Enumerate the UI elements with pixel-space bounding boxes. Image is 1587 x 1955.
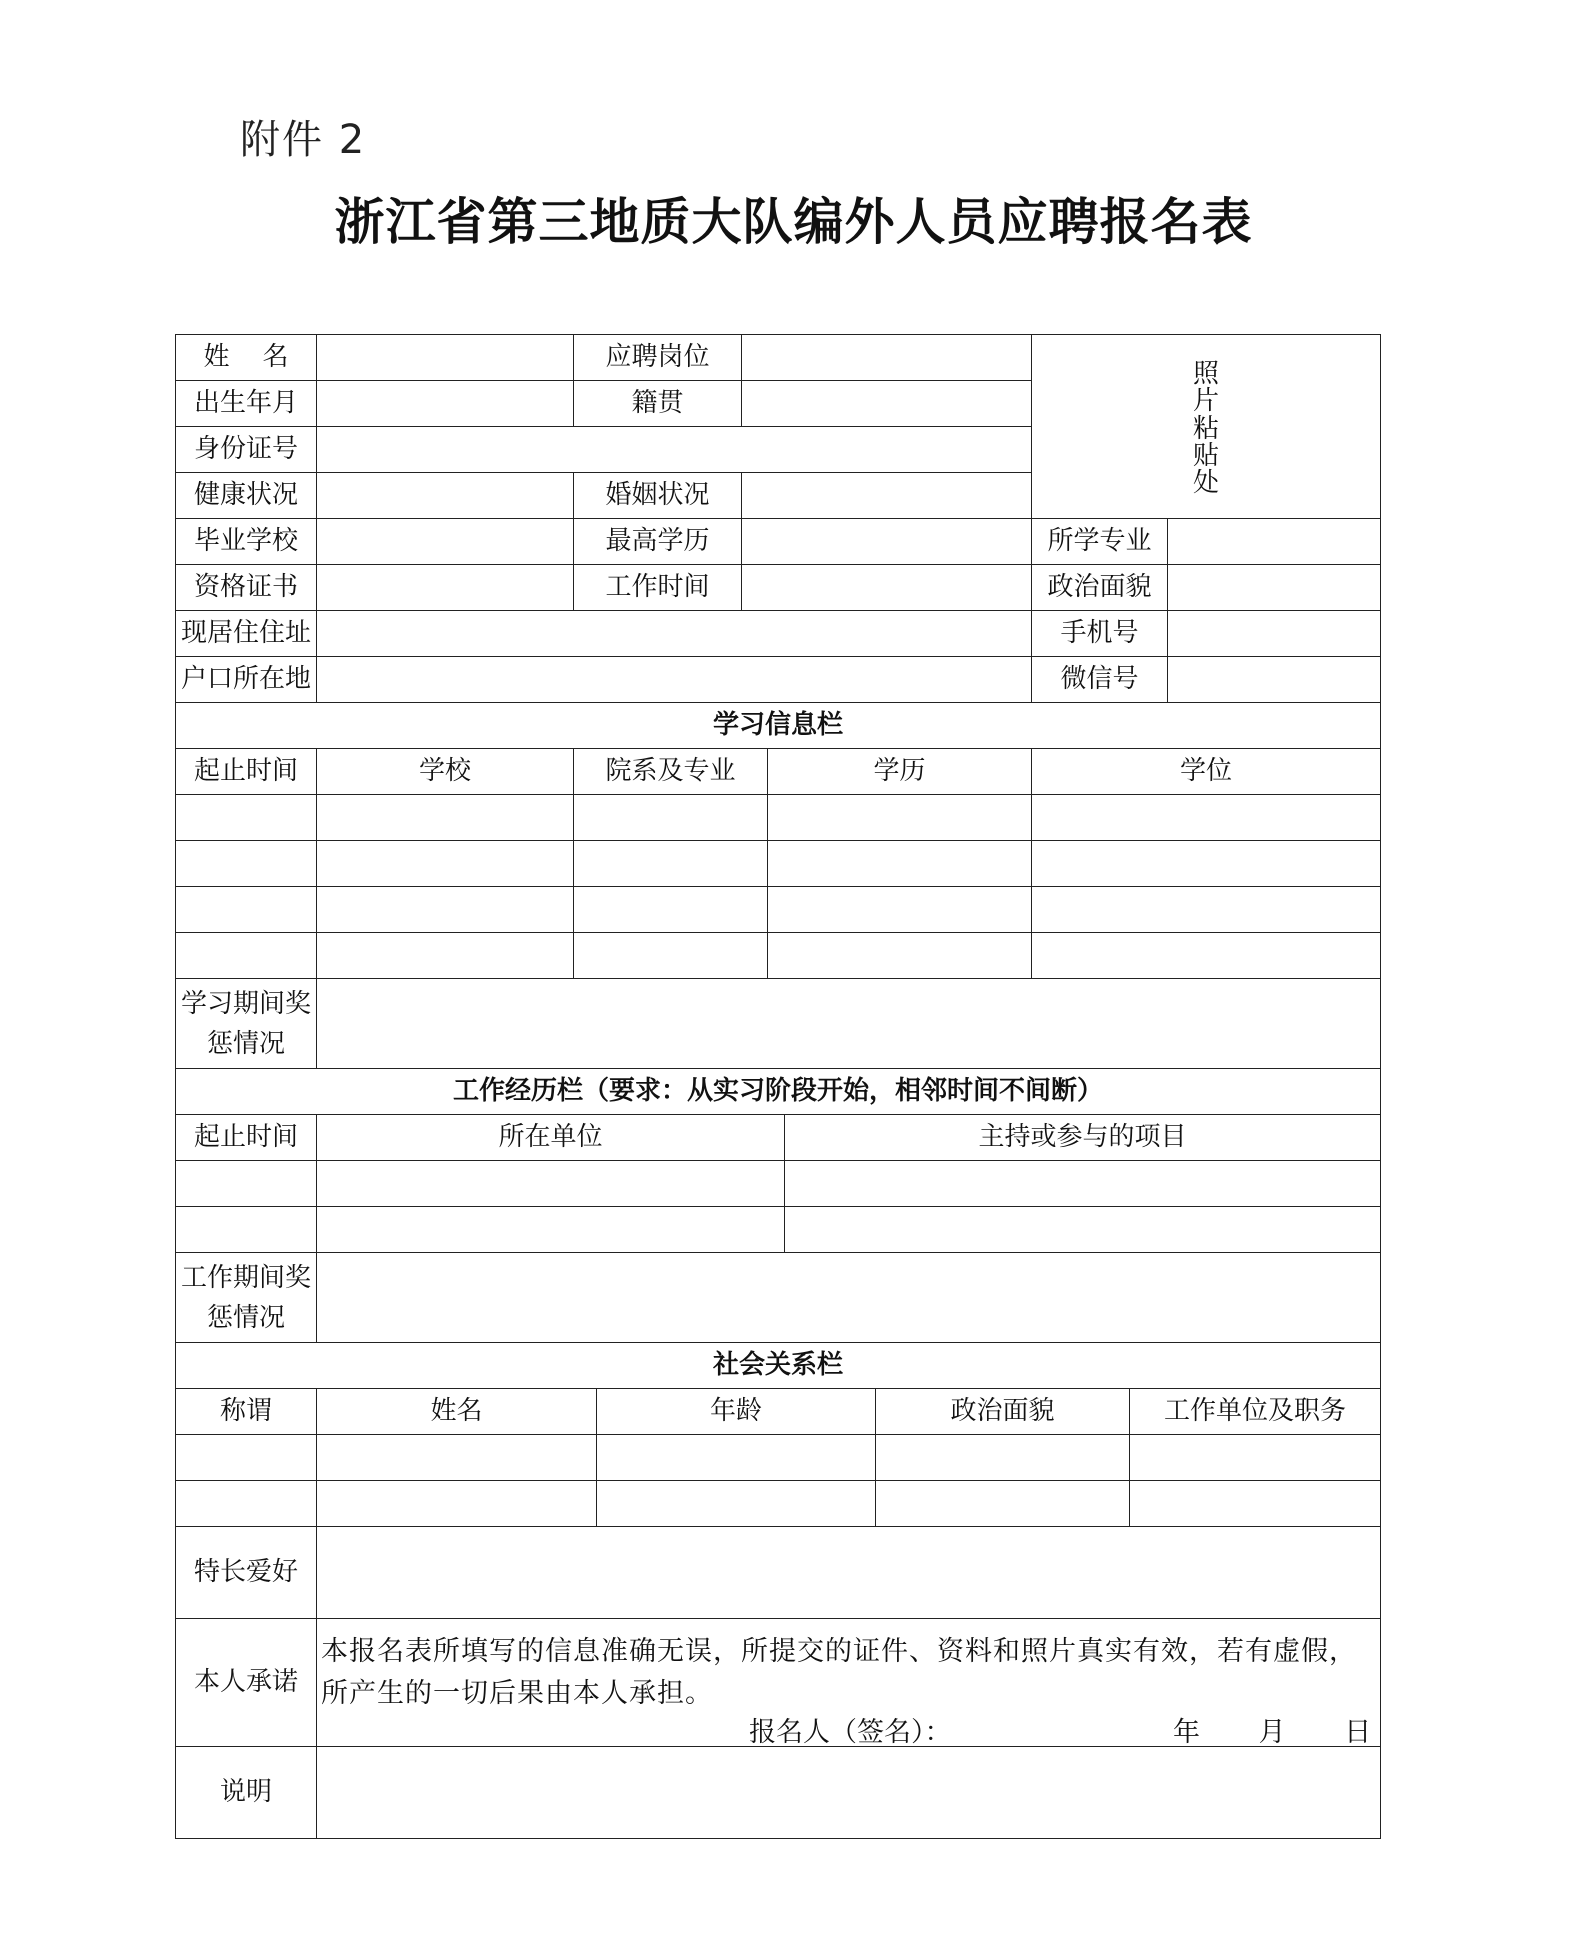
social-row bbox=[176, 1481, 1381, 1527]
photo-label: 照片粘贴处 bbox=[1192, 359, 1219, 499]
social-col-political: 政治面貌 bbox=[876, 1389, 1130, 1435]
work-section-header: 工作经历栏（要求：从实习阶段开始，相邻时间不间断） bbox=[176, 1069, 1381, 1115]
field-notes[interactable] bbox=[317, 1747, 1381, 1839]
field-name[interactable] bbox=[317, 335, 574, 381]
label-birth: 出生年月 bbox=[176, 381, 317, 427]
social-cell[interactable] bbox=[1130, 1435, 1381, 1481]
field-wechat[interactable] bbox=[1168, 657, 1381, 703]
field-hukou[interactable] bbox=[317, 657, 1032, 703]
label-id-number: 身份证号 bbox=[176, 427, 317, 473]
day-label: 日 bbox=[1344, 1717, 1372, 1747]
label-notes: 说明 bbox=[176, 1747, 317, 1839]
photo-box[interactable] bbox=[1032, 335, 1381, 519]
field-school[interactable] bbox=[317, 519, 574, 565]
work-cell[interactable] bbox=[785, 1161, 1381, 1207]
month-label: 月 bbox=[1258, 1717, 1286, 1747]
work-cell[interactable] bbox=[785, 1207, 1381, 1253]
label-hobby: 特长爱好 bbox=[176, 1527, 317, 1619]
study-row bbox=[176, 933, 1381, 979]
work-row bbox=[176, 1161, 1381, 1207]
social-cell[interactable] bbox=[176, 1481, 317, 1527]
label-study-awards: 学习期间奖惩情况 bbox=[176, 979, 317, 1069]
field-mobile[interactable] bbox=[1168, 611, 1381, 657]
study-info-table bbox=[175, 702, 1381, 1069]
work-cell[interactable] bbox=[317, 1161, 785, 1207]
social-cell[interactable] bbox=[597, 1435, 876, 1481]
field-certificate[interactable] bbox=[317, 565, 574, 611]
social-col-employer: 工作单位及职务 bbox=[1130, 1389, 1381, 1435]
label-position: 应聘岗位 bbox=[574, 335, 742, 381]
work-row bbox=[176, 1207, 1381, 1253]
social-cell[interactable] bbox=[176, 1435, 317, 1481]
study-row bbox=[176, 795, 1381, 841]
label-wechat: 微信号 bbox=[1032, 657, 1168, 703]
field-health[interactable] bbox=[317, 473, 574, 519]
social-col-age: 年龄 bbox=[597, 1389, 876, 1435]
field-political[interactable] bbox=[1168, 565, 1381, 611]
field-id-number[interactable] bbox=[317, 427, 1032, 473]
study-cell[interactable] bbox=[574, 795, 768, 841]
work-col-unit: 所在单位 bbox=[317, 1115, 785, 1161]
social-cell[interactable] bbox=[876, 1435, 1130, 1481]
field-address[interactable] bbox=[317, 611, 1032, 657]
study-cell[interactable] bbox=[317, 887, 574, 933]
study-cell[interactable] bbox=[176, 933, 317, 979]
basic-info-table bbox=[175, 334, 1381, 703]
label-native: 籍贯 bbox=[574, 381, 742, 427]
social-cell[interactable] bbox=[317, 1435, 597, 1481]
label-school: 毕业学校 bbox=[176, 519, 317, 565]
social-cell[interactable] bbox=[1130, 1481, 1381, 1527]
study-cell[interactable] bbox=[574, 887, 768, 933]
work-cell[interactable] bbox=[176, 1161, 317, 1207]
study-cell[interactable] bbox=[176, 841, 317, 887]
study-cell[interactable] bbox=[1032, 795, 1381, 841]
study-row bbox=[176, 841, 1381, 887]
study-cell[interactable] bbox=[768, 933, 1032, 979]
study-section-header: 学习信息栏 bbox=[176, 703, 1381, 749]
label-major: 所学专业 bbox=[1032, 519, 1168, 565]
promise-text: 本报名表所填写的信息准确无误，所提交的证件、资料和照片真实有效，若有虚假，所产生的一切后果由本人承担。 bbox=[321, 1636, 1357, 1709]
study-cell[interactable] bbox=[1032, 841, 1381, 887]
work-col-period: 起止时间 bbox=[176, 1115, 317, 1161]
study-col-department: 院系及专业 bbox=[574, 749, 768, 795]
field-work-time[interactable] bbox=[742, 565, 1032, 611]
study-cell[interactable] bbox=[768, 887, 1032, 933]
label-marriage: 婚姻状况 bbox=[574, 473, 742, 519]
label-address: 现居住住址 bbox=[176, 611, 317, 657]
field-marriage[interactable] bbox=[742, 473, 1032, 519]
study-cell[interactable] bbox=[1032, 887, 1381, 933]
field-hobby[interactable] bbox=[317, 1527, 1381, 1619]
label-promise: 本人承诺 bbox=[176, 1619, 317, 1747]
label-work-time: 工作时间 bbox=[574, 565, 742, 611]
study-cell[interactable] bbox=[1032, 933, 1381, 979]
field-position[interactable] bbox=[742, 335, 1032, 381]
promise-cell bbox=[317, 1619, 1381, 1747]
study-cell[interactable] bbox=[317, 795, 574, 841]
label-name: 姓 名 bbox=[176, 335, 317, 381]
sign-date bbox=[1173, 1717, 1381, 1747]
study-cell[interactable] bbox=[574, 933, 768, 979]
year-label: 年 bbox=[1173, 1717, 1200, 1747]
study-cell[interactable] bbox=[317, 933, 574, 979]
signer-label: 报名人（签名）： bbox=[749, 1717, 952, 1747]
social-cell[interactable] bbox=[876, 1481, 1130, 1527]
study-cell[interactable] bbox=[317, 841, 574, 887]
social-cell[interactable] bbox=[317, 1481, 597, 1527]
social-relations-table bbox=[175, 1342, 1381, 1839]
study-col-period: 起止时间 bbox=[176, 749, 317, 795]
attachment-label: 附件 2 bbox=[240, 117, 367, 163]
work-col-projects: 主持或参与的项目 bbox=[785, 1115, 1381, 1161]
work-experience-table bbox=[175, 1068, 1381, 1343]
social-col-name: 姓名 bbox=[317, 1389, 597, 1435]
study-col-school: 学校 bbox=[317, 749, 574, 795]
label-certificate: 资格证书 bbox=[176, 565, 317, 611]
form-title: 浙江省第三地质大队编外人员应聘报名表 bbox=[334, 193, 1253, 251]
field-degree-highest[interactable] bbox=[742, 519, 1032, 565]
field-birth[interactable] bbox=[317, 381, 574, 427]
label-work-awards: 工作期间奖惩情况 bbox=[176, 1253, 317, 1343]
label-hukou: 户口所在地 bbox=[176, 657, 317, 703]
field-study-awards[interactable] bbox=[317, 979, 1381, 1069]
work-cell[interactable] bbox=[176, 1207, 317, 1253]
work-cell[interactable] bbox=[317, 1207, 785, 1253]
label-political: 政治面貌 bbox=[1032, 565, 1168, 611]
study-row bbox=[176, 887, 1381, 933]
social-col-relation: 称谓 bbox=[176, 1389, 317, 1435]
social-section-header: 社会关系栏 bbox=[176, 1343, 1381, 1389]
social-cell[interactable] bbox=[597, 1481, 876, 1527]
field-major[interactable] bbox=[1168, 519, 1381, 565]
study-cell[interactable] bbox=[176, 795, 317, 841]
study-cell[interactable] bbox=[574, 841, 768, 887]
study-cell[interactable] bbox=[768, 841, 1032, 887]
study-col-education: 学历 bbox=[768, 749, 1032, 795]
field-native[interactable] bbox=[742, 381, 1032, 427]
study-cell[interactable] bbox=[768, 795, 1032, 841]
study-col-degree: 学位 bbox=[1032, 749, 1381, 795]
study-cell[interactable] bbox=[176, 887, 317, 933]
social-row bbox=[176, 1435, 1381, 1481]
field-work-awards[interactable] bbox=[317, 1253, 1381, 1343]
label-mobile: 手机号 bbox=[1032, 611, 1168, 657]
label-health: 健康状况 bbox=[176, 473, 317, 519]
label-degree-highest: 最高学历 bbox=[574, 519, 742, 565]
